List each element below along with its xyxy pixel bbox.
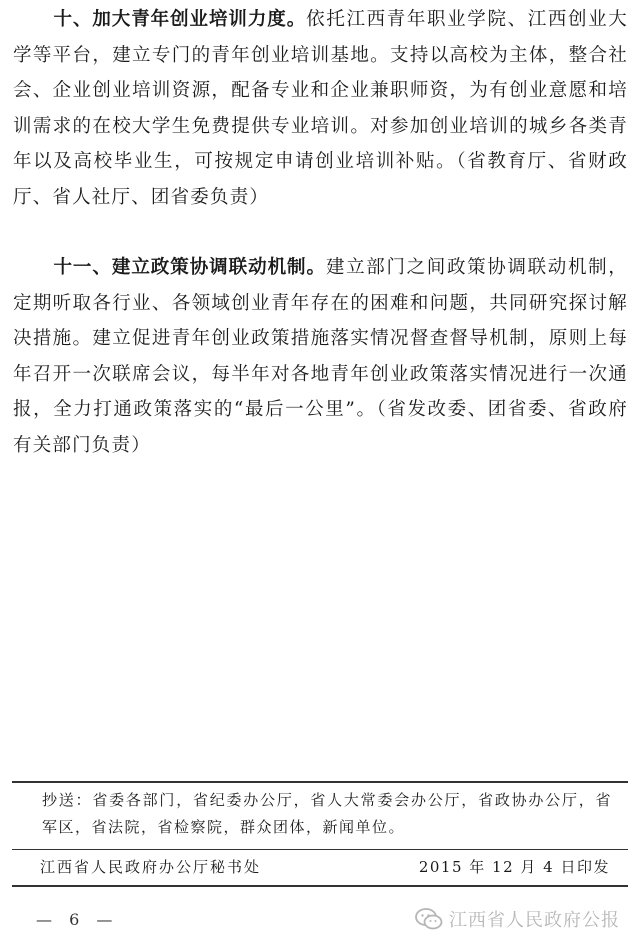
watermark: [415, 904, 620, 934]
footer-top-rule: [12, 781, 628, 783]
article-item-10: [0, 2, 640, 216]
cc-recipients: 省委各部门，省纪委办公厅，省人大常委会办公厅，省政协办公厅，省军区，省法院，省检察院，群众团体，新闻单位。: [42, 791, 612, 836]
issue-date: 2015 年 12 月 4 日印发: [418, 858, 610, 876]
cc-block: [42, 787, 612, 841]
page-number: — 6 —: [36, 910, 119, 929]
footer-bottom-rule: [12, 885, 628, 887]
watermark-text: 江西省人民政府公报: [449, 910, 620, 931]
article-item-11: [0, 250, 640, 464]
issuer: 江西省人民政府办公厅秘书处: [40, 858, 262, 876]
cc-label: 抄送：: [42, 791, 93, 809]
item-10-body: 依托江西青年职业学院、江西创业大学等平台，建立专门的青年创业培训基地。支持以高校为主体，整合社会、企业创业培训资源，配备专业和企业兼职师资，为有创业意愿和培训需求的在校大学生免费提供专业培训。对参加创业培训的城乡各类青年以及高校毕业生，可按规定申请创业培训补贴。: [13, 9, 628, 173]
item-11-heading: 十一、建立政策协调联动机制。: [53, 257, 326, 278]
item-10-responsible: （省教育厅、省财政厅、省人社厅、团省委负责）: [13, 151, 628, 208]
footer-middle-rule: [12, 849, 628, 850]
item-11-body: 建立部门之间政策协调联动机制，定期听取各行业、各领域创业青年存在的困难和问题，共同研究探讨解决措施。建立促进青年创业政策措施落实情况督查督导机制，原则上每年召开一次联席会议，每半年对各地青年创业政策落实情况进行一次通报，全力打通政策落实的“最后一公里”。: [13, 257, 628, 421]
item-11-responsible: （省发改委、团省委、省政府有关部门负责）: [13, 399, 628, 456]
item-10-heading: 十、加大青年创业培训力度。: [53, 9, 307, 30]
wechat-icon: [415, 907, 443, 931]
